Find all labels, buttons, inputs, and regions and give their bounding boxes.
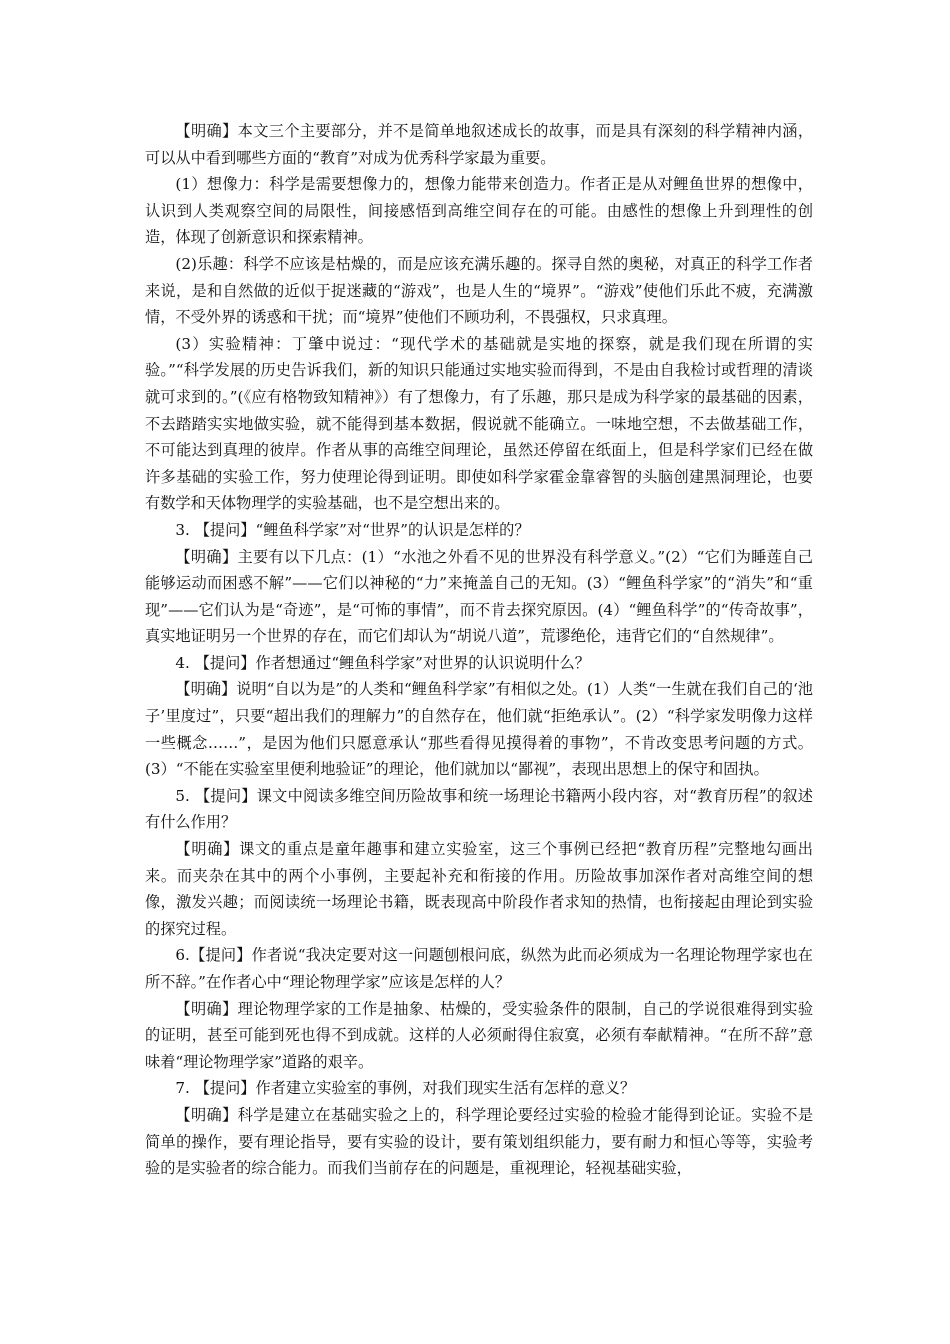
paragraph: 【明确】课文的重点是童年趣事和建立实验室，这三个事例已经把“教育历程”完整地勾画出来。而夹杂在其中的两个小事例，主要起补充和衔接的作用。历险故事加深作者对高维空间的想像，激发兴趣；而阅读统一场理论书籍，既表现高中阶段作者求知的热情，也衔接起由理论到实验的探究过程。 [145, 840, 813, 938]
paragraph: (2)乐趣：科学不应该是枯燥的，而是应该充满乐趣的。探寻自然的奥秘，对真正的科学工作者来说，是和自然做的近似于捉迷藏的“游戏”，也是人生的“境界”。“游戏”使他们乐此不疲，充满激情，不受外界的诱惑和干扰；而“境界”使他们不顾功利，不畏强权，只求真理。 [145, 254, 813, 327]
paragraph: 【明确】说明“自以为是”的人类和“鲤鱼科学家”有相似之处。(1）人类“一生就在我们自己的‘池子’里度过”，只要“超出我们的理解力”的自然存在，他们就“拒绝承认”。(2）“科学家发明像力这样一些概念……”，是因为他们只愿意承认“那些看得见摸得着的事物”，不肯改变思考问题的方式。(3）“不能在实验室里便利地验证”的理论，他们就加以“鄙视”，表现出思想上的保守和固执。 [145, 680, 813, 779]
paragraph: 3. 【提问】“鲤鱼科学家”对“世界”的认识是怎样的？ [175, 520, 530, 539]
paragraph: 【明确】主要有以下几点：(1）“水池之外看不见的世界没有科学意义。”(2）“它们为睡莲自己能够运动而困惑不解”——它们以神秘的“力”来掩盖自己的无知。(3）“鲤鱼科学家”的“消失”和“重现”——它们认为是“奇迹”，是“可怖的事情”，而不肯去探究原因。(4）“鲤鱼科学”的“传奇故事”，真实地证明另一个世界的存在，而它们却认为“胡说八道”，荒谬绝伦，违背它们的“自然规律”。 [145, 547, 813, 646]
paragraph: (1）想像力：科学是需要想像力的，想像力能带来创造力。作者正是从对鲤鱼世界的想像中，认识到人类观察空间的局限性，间接感悟到高维空间存在的可能。由感性的想像上升到理性的创造，体现了创新意识和探索精神。 [145, 175, 813, 247]
paragraph: 4. 【提问】作者想通过“鲤鱼科学家”对世界的认识说明什么？ [175, 653, 590, 672]
paragraph: 【明确】本文三个主要部分，并不是简单地叙述成长的故事，而是具有深刻的科学精神内涵，可以从中看到哪些方面的“教育”对成为优秀科学家最为重要。 [145, 122, 813, 167]
document-page [145, 118, 813, 1182]
paragraph: 【明确】理论物理学家的工作是抽象、枯燥的，受实验条件的限制，自己的学说很难得到实验的证明，甚至可能到死也得不到成就。这样的人必须耐得住寂寞，必须有奉献精神。“在所不辞”意味着“理论物理学家”道路的艰辛。 [145, 999, 813, 1071]
paragraph: (3）实验精神：丁肇中说过：“现代学术的基础就是实地的探察，就是我们现在所谓的实验。”“科学发展的历史告诉我们，新的知识只能通过实地实验而得到，不是由自我检讨或哲理的清谈就可求到的。”(《应有格物致知精神》）有了想像力，有了乐趣，那只是成为科学家的最基础的因素，不去踏踏实实地做实验，就不能得到基本数据，假说就不能确立。一味地空想，不去做基础工作，不可能达到真理的彼岸。作者从事的高维空间理论，虽然还停留在纸面上，但是科学家们已经在做许多基础的实验工作，努力使理论得到证明。即使如科学家霍金靠睿智的头脑创建黑洞理论，也要有数学和天体物理学的实验基础，也不是空想出来的。 [145, 334, 813, 513]
paragraph: 7. 【提问】作者建立实验室的事例，对我们现实生活有怎样的意义？ [175, 1079, 636, 1098]
paragraph: 【明确】科学是建立在基础实验之上的，科学理论要经过实验的检验才能得到论证。实验不是简单的操作，要有理论指导，要有实验的设计，要有策划组织能力，要有耐力和恒心等等，实验考验的是实验者的综合能力。而我们当前存在的问题是，重视理论，轻视基础实验， [145, 1105, 813, 1178]
paragraph: 6.【提问】作者说“我决定要对这一问题刨根问底，纵然为此而必须成为一名理论物理学家也在所不辞。”在作者心中“理论物理学家”应该是怎样的人？ [145, 946, 813, 991]
paragraph: 5. 【提问】课文中阅读多维空间历险故事和统一场理论书籍两小段内容，对“教育历程”的叙述有什么作用？ [145, 786, 813, 832]
